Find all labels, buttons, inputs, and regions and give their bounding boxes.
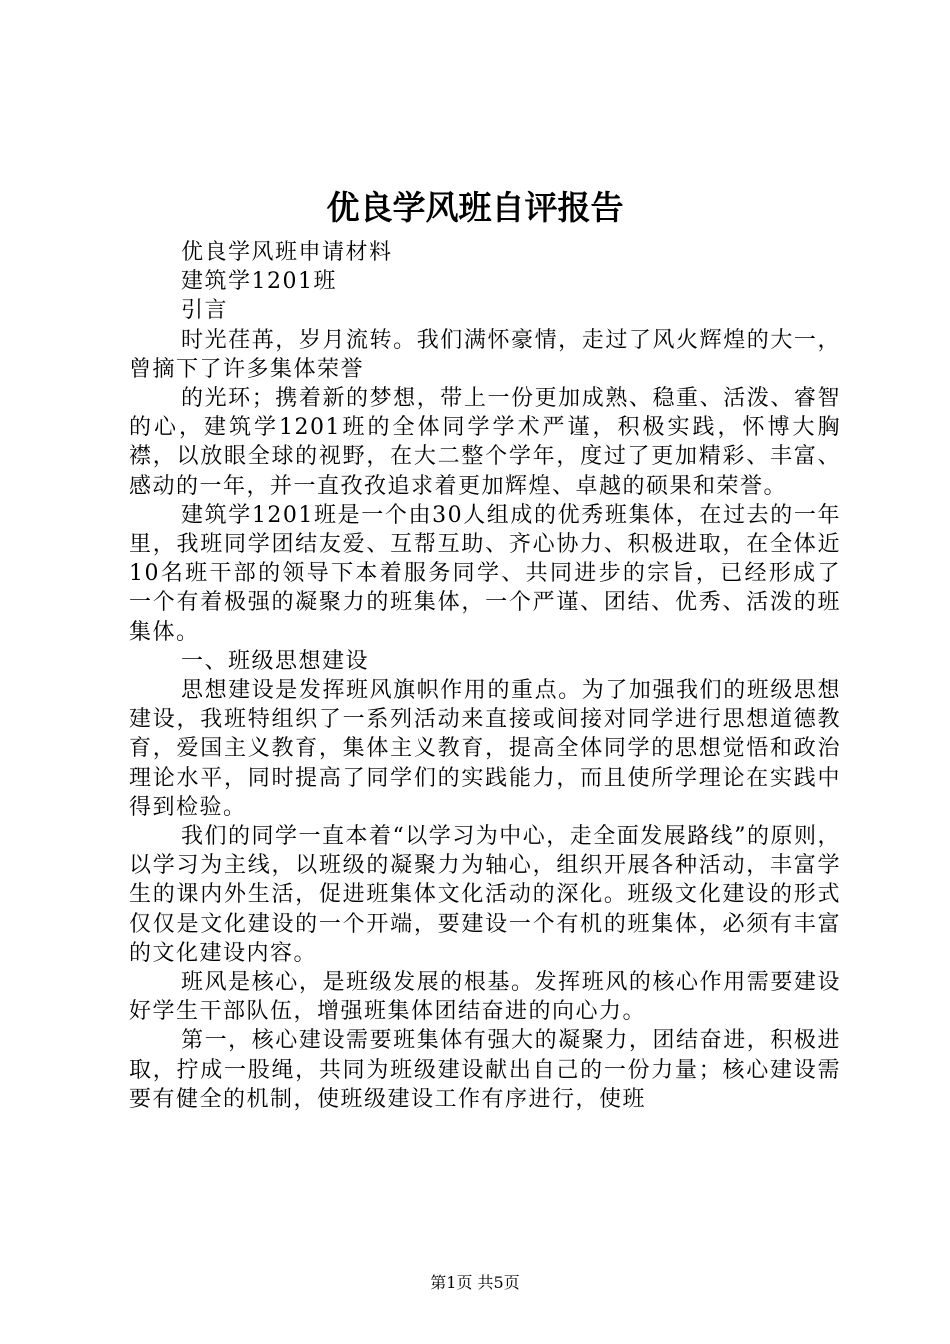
paragraph-intro-2: 的光环；携着新的梦想，带上一份更加成熟、稳重、活泼、睿智的心，建筑学1201班的全体同学学术严谨，积极实践，怀博大胸襟，以放眼全球的视野，在大二整个学年，度过了更加精彩、丰富、感动的一年，并一直孜孜追求着更加辉煌、卓越的硕果和荣誉。 bbox=[129, 386, 841, 499]
paragraph-ideology-1: 思想建设是发挥班风旗帜作用的重点。为了加强我们的班级思想建设，我班特组织了一系列活动来直接或间接对同学进行思想道德教育，爱国主义教育，集体主义教育，提高全体同学的思想觉悟和政治理论水平，同时提高了同学们的实践能力，而且使所学理论在实践中得到检验。 bbox=[129, 678, 841, 820]
paragraph-class-name: 建筑学1201班 bbox=[181, 269, 337, 295]
section-heading-ideology: 一、班级思想建设 bbox=[181, 648, 370, 674]
paragraph-class-overview: 建筑学1201班是一个由30人组成的优秀班集体，在过去的一年里，我班同学团结友爱、互帮互助、齐心协力、积极进取，在全体近10名班干部的领导下本着服务同学、共同进步的宗旨，已经形成了一个有着极强的凝聚力的班集体，一个严谨、团结、优秀、活泼的班集体。 bbox=[129, 502, 841, 645]
paragraph-class-spirit: 班风是核心，是班级发展的根基。发挥班风的核心作用需要建设好学生干部队伍，增强班集体团结奋进的向心力。 bbox=[129, 970, 841, 1025]
paragraph-introduction-heading: 引言 bbox=[181, 298, 229, 324]
paragraph-ideology-2: 我们的同学一直本着“以学习为中心，走全面发展路线”的原则，以学习为主线，以班级的凝聚力为轴心，组织开展各种活动，丰富学生的课内外生活，促进班集体文化活动的深化。班级文化建设的形式仅仅是文化建设的一个开端，要建设一个有机的班集体，必须有丰富的文化建设内容。 bbox=[129, 824, 841, 966]
page-footer: 第1页 共5页 bbox=[430, 1273, 520, 1292]
paragraph-application-material: 优良学风班申请材料 bbox=[181, 240, 393, 265]
paragraph-first-point: 第一，核心建设需要班集体有强大的凝聚力，团结奋进，积极进取，拧成一股绳，共同为班级建设献出自己的一份力量；核心建设需要有健全的机制，使班级建设工作有序进行，使班 bbox=[129, 1028, 841, 1112]
document-body bbox=[129, 238, 841, 1114]
paragraph-intro-1: 时光荏苒，岁月流转。我们满怀豪情，走过了风火辉煌的大一，曾摘下了许多集体荣誉 bbox=[129, 327, 841, 382]
document-title: 优良学风班自评报告 bbox=[326, 188, 624, 227]
